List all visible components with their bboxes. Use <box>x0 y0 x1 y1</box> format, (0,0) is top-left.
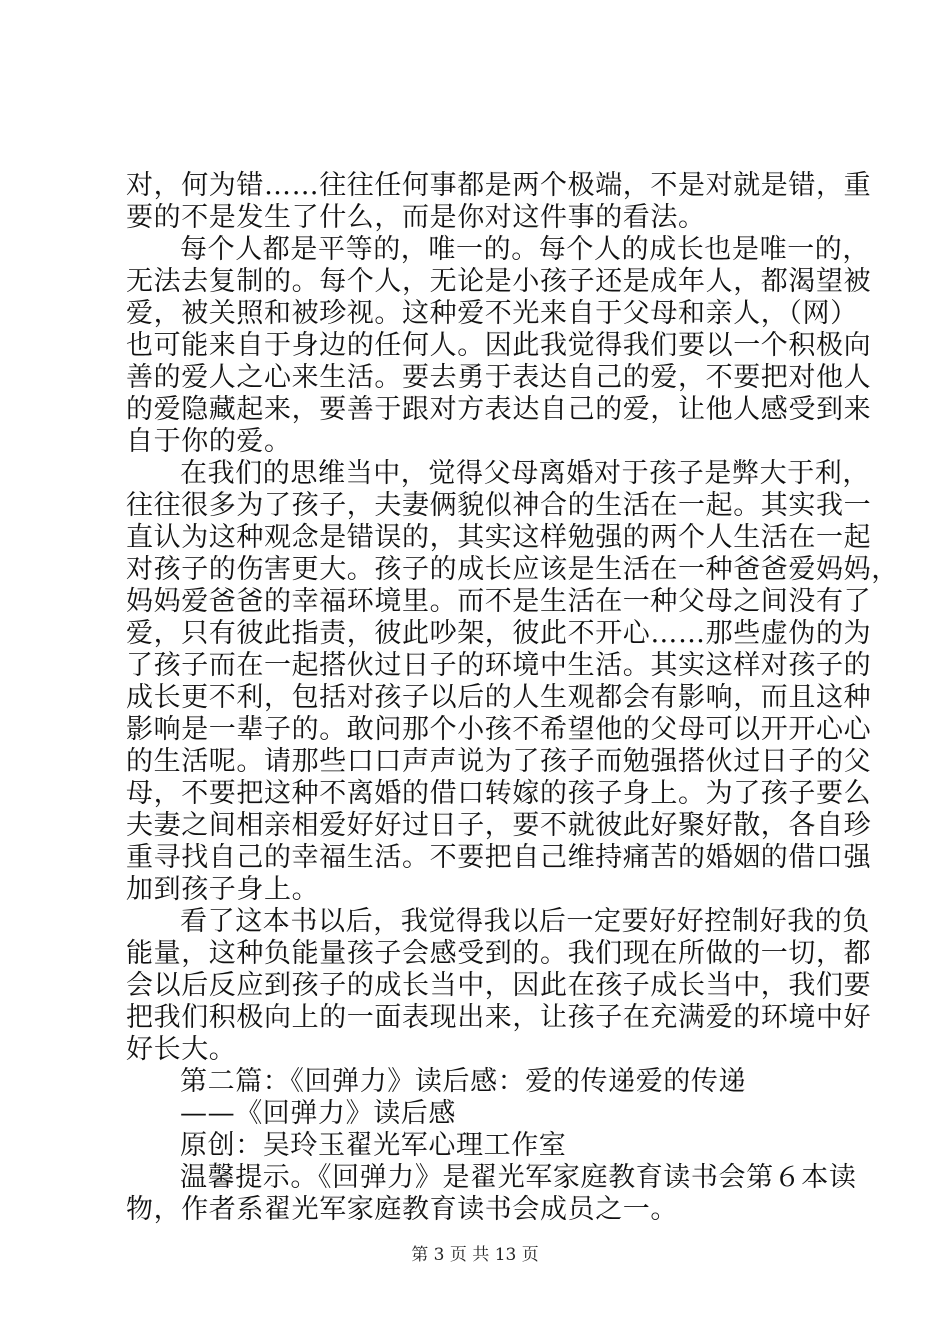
document-body <box>126 170 899 1226</box>
page-number: 第 3 页 共 13 页 <box>411 1245 539 1265</box>
text-line: 夫妻之间相亲相爱好好过日子，要不就彼此好聚好散，各自珍 <box>126 810 872 841</box>
text-line: 爱，被关照和被珍视。这种爱不光来自于父母和亲人，（网） <box>126 298 858 329</box>
text-line: 也可能来自于身边的任何人。因此我觉得我们要以一个积极向 <box>126 330 872 361</box>
text-line: 往往很多为了孩子，夫妻俩貌似神合的生活在一起。其实我一 <box>126 490 872 521</box>
text-line: 的生活呢。请那些口口声声说为了孩子而勉强搭伙过日子的父 <box>126 746 872 777</box>
text-line: 加到孩子身上。 <box>126 874 320 905</box>
text-line: 对，何为错……往往任何事都是两个极端，不是对就是错，重 <box>126 170 872 201</box>
text-line: 自于你的爱。 <box>126 426 292 457</box>
text-line: 成长更不利，包括对孩子以后的人生观都会有影响，而且这种 <box>126 682 872 713</box>
author-line: 原创：吴玲玉翟光军心理工作室 <box>180 1130 567 1161</box>
text-line: 每个人都是平等的，唯一的。每个人的成长也是唯一的， <box>180 234 870 265</box>
text-line: 母，不要把这种不离婚的借口转嫁的孩子身上。为了孩子要么 <box>126 778 872 809</box>
text-line: 善的爱人之心来生活。要去勇于表达自己的爱，不要把对他人 <box>126 362 872 393</box>
text-line: 的爱隐藏起来，要善于跟对方表达自己的爱，让他人感受到来 <box>126 394 872 425</box>
text-line: 要的不是发生了什么，而是你对这件事的看法。 <box>126 202 706 233</box>
text-line: 对孩子的伤害更大。孩子的成长应该是生活在一种爸爸爱妈妈， <box>126 554 899 585</box>
text-line: 看了这本书以后，我觉得我以后一定要好好控制好我的负 <box>180 906 870 937</box>
text-line: 直认为这种观念是错误的，其实这样勉强的两个人生活在一起 <box>126 522 872 553</box>
text-line: 妈妈爱爸爸的幸福环境里。而不是生活在一种父母之间没有了 <box>126 586 872 617</box>
text-line: 影响是一辈子的。敢问那个小孩不希望他的父母可以开开心心 <box>126 714 872 745</box>
text-line: 爱，只有彼此指责，彼此吵架，彼此不开心……那些虚伪的为 <box>126 618 872 649</box>
text-line: 物，作者系翟光军家庭教育读书会成员之一。 <box>126 1194 678 1225</box>
text-line: 温馨提示。《回弹力》是翟光军家庭教育读书会第６本读 <box>180 1162 857 1193</box>
text-line: 好长大。 <box>126 1034 237 1065</box>
text-line: 了孩子而在一起搭伙过日子的环境中生活。其实这样对孩子的 <box>126 650 872 681</box>
section-title: 第二篇：《回弹力》读后感：爱的传递爱的传递 <box>180 1066 747 1097</box>
text-line: 重寻找自己的幸福生活。不要把自己维持痛苦的婚姻的借口强 <box>126 842 872 873</box>
section-subtitle: ——《回弹力》读后感 <box>180 1098 456 1129</box>
text-line: 会以后反应到孩子的成长当中，因此在孩子成长当中，我们要 <box>126 970 872 1001</box>
text-line: 无法去复制的。每个人，无论是小孩子还是成年人，都渴望被 <box>126 266 872 297</box>
text-line: 能量，这种负能量孩子会感受到的。我们现在所做的一切，都 <box>126 938 872 969</box>
text-line: 把我们积极向上的一面表现出来，让孩子在充满爱的环境中好 <box>126 1002 872 1033</box>
text-line: 在我们的思维当中，觉得父母离婚对于孩子是弊大于利， <box>180 458 870 489</box>
